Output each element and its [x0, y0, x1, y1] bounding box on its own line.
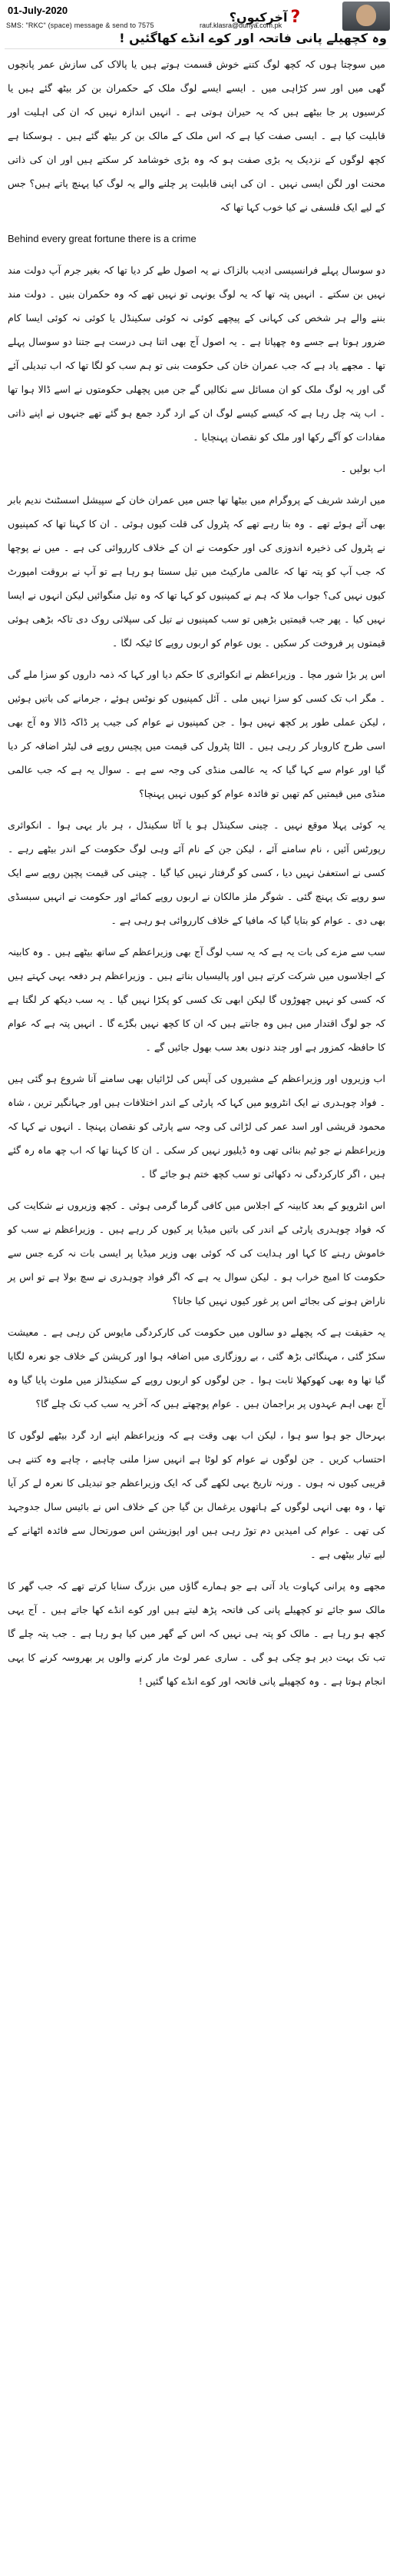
article-body	[0, 52, 393, 1701]
author-photo	[342, 2, 390, 31]
sms-instructions: SMS: "RKC" (space) message & send to 7575	[6, 22, 154, 29]
column-date: 01-July-2020	[8, 5, 68, 16]
paragraph: میں ارشد شریف کے پروگرام میں بیٹھا تھا جس میں عمران خان کے سپیشل اسسٹنٹ ندیم بابر بھی آئے ہوئے تھے ۔ وہ بتا رہے تھے کہ پٹرول کی قلت کیوں ہوئی ۔ ان کا کہنا تھا کہ کمپنیوں نے پٹرول کی ذخیرہ اندوزی کی اور حکومت نے ان کے خلاف کارروائی کی ہے ۔ میں نے پوچھا کہ جب آپ کو پتہ تھا کہ عالمی مارکیٹ میں تیل سستا ہو رہا ہے تو آپ نے بروقت امپورٹ کیوں نہیں کی؟ جواب ملا کہ ہم نے کمپنیوں کو کہا تھا کہ وہ تیل منگوائیں لیکن انہوں نے ایسا نہیں کیا ۔ پھر جب قیمتیں بڑھیں تو سب کمپنیوں نے تیل کی سپلائی روک دی تاکہ بڑھی ہوئی قیمتوں پر فروخت کر سکیں ۔ یوں عوام کو اربوں روپے کا ٹیکہ لگا ۔	[8, 494, 385, 649]
author-face-icon	[356, 5, 376, 26]
paragraph: یہ کوئی پہلا موقع نہیں ۔ چینی سکینڈل ہو یا آٹا سکینڈل ، ہر بار یہی ہوا ۔ انکوائری رپورٹس آئیں ، نام سامنے آئے ، لیکن جن کے نام آئے وہی لوگ حکومت کے اندر بیٹھے رہے ۔ کسی نے استعفیٰ نہیں دیا ، کسی کو گرفتار نہیں کیا گیا ۔ چینی کی قیمت پچپن روپے سے ایک سو روپے تک پہنچ گئی ۔ شوگر ملز مالکان نے اربوں روپے کمائے اور حکومت نے انہیں سبسڈی بھی دی ۔ عوام کو بتایا گیا کہ مافیا کے خلاف کارروائی ہو رہی ہے ۔	[8, 819, 385, 926]
paragraph: یہ حقیقت ہے کہ پچھلے دو سالوں میں حکومت کی کارکردگی مایوس کن رہی ہے ۔ معیشت سکڑ گئی ، مہنگائی بڑھ گئی ، بے روزگاری میں اضافہ ہوا اور کرپشن کے خلاف جو نعرہ لگایا گیا تھا وہ بھی کھوکھلا ثابت ہوا ۔ جن لوگوں کو اربوں روپے کے سکینڈلز میں ملوث پایا گیا وہ آج بھی اہم عہدوں پر براجمان ہیں ۔ عوام پوچھتے ہیں کہ آخر یہ سب کب تک چلے گا؟	[8, 1326, 385, 1409]
column-logo-text: آخرکیوں؟	[229, 9, 288, 25]
header-divider	[5, 48, 388, 49]
column-header	[0, 0, 393, 48]
paragraph: دو سوسال پہلے فرانسیسی ادیب بالزاک نے یہ اصول طے کر دیا تھا کہ بغیر جرم آپ دولت مند نہیں بن سکتے ۔ انہیں پتہ تھا کہ یہ لوگ یونہی تو نہیں تھے کہ وہ حکمران بنیں ۔ دولت مند بننے والے ہر شخص کی کہانی کے پیچھے کوئی نہ کوئی سکینڈل یا کوئی نہ کوئی ایسا کام ضرور ہوتا ہے جسے وہ چھپاتا ہے ۔ یہ اصول آج بھی اتنا ہی درست ہے جتنا دو سوسال پہلے تھا ۔ مجھے یاد ہے کہ جب عمران خان کی حکومت بنی تو ہم سب کو لگا تھا کہ اب تبدیلی آئے گی اور یہ لوگ ملک کو ان مسائل سے نکالیں گے جن میں پچھلی حکومتوں نے اسے ڈالا ہوا تھا ۔ اب پتہ چل رہا ہے کہ کیسے کیسے لوگ ان کے ارد گرد جمع ہو گئے تھے جنہوں نے اپنے ذاتی مفادات کو آگے رکھا اور ملک کو نقصان پہنچایا ۔	[8, 264, 385, 443]
paragraph: اب بولیں ۔	[341, 463, 385, 474]
paragraph: اب وزیروں اور وزیراعظم کے مشیروں کی آپس کی لڑائیاں بھی سامنے آنا شروع ہو گئی ہیں ۔ فواد چوہدری نے ایک انٹرویو میں کہا کہ پارٹی کے اندر اختلافات ہیں اور جہانگیر ترین ، شاہ محمود قریشی اور اسد عمر کی لڑائی کی وجہ سے پارٹی کو نقصان پہنچا ۔ انہوں نے کہا کہ وزیراعظم نے جو ٹیم بنائی تھی وہ ڈیلیور نہیں کر سکی ۔ ان کا کہنا تھا کہ اب چھ ماہ رہ گئے ہیں ، اگر کارکردگی نہ دکھائی تو سب کچھ ختم ہو جائے گا ۔	[8, 1073, 385, 1180]
question-mark-icon: ?	[290, 7, 301, 27]
paragraph: اس پر بڑا شور مچا ۔ وزیراعظم نے انکوائری کا حکم دیا اور کہا کہ ذمہ داروں کو سزا ملے گی ۔ مگر اب تک کسی کو سزا نہیں ملی ۔ آئل کمپنیوں کو نوٹس ہوئے ، جرمانے کی باتیں ہوئیں ، لیکن عملی طور پر کچھ نہیں ہوا ۔ جن کمپنیوں نے عوام کی جیب پر ڈاکہ ڈالا وہ آج بھی اسی طرح کاروبار کر رہی ہیں ۔ الٹا پٹرول کی قیمت میں پچیس روپے فی لیٹر اضافہ کر دیا گیا اور عوام سے کہا گیا کہ یہ عالمی منڈی کی وجہ سے ہے ۔ سوال یہ ہے کہ جب عالمی منڈی میں قیمتیں کم تھیں تو فائدہ عوام کو کیوں نہیں پہنچا؟	[8, 669, 385, 799]
paragraph: میں سوچتا ہوں کہ کچھ لوگ کتنے خوش قسمت ہوتے ہیں یا پالاک کی سازش عمر پانچوں گھی میں اور سر کڑاہی میں ۔ ایسے ایسے لوگ ملک کے حکمران بن کر بیٹھ گئے ہیں یا کرسیوں پر جا بیٹھے ہیں کہ یہ حیران ہوتی ہے ۔ انہیں اندازہ نہیں کہ ان کی اہلیت اور قابلیت کیا ہے ۔ ایسی صفت کیا ہے کہ اس ملک کے مالک بن کر بیٹھ گئے ہیں ۔ ہوسکتا ہے کچھ لوگوں کے نزدیک یہ بڑی صفت ہو کہ وہ بڑی خوشامد کر سکتے ہیں اور ان کی ذاتی محنت اور لگن ایسی نہیں ۔ ان کی اپنی قابلیت پر چلنے والے یہ لوگ کیا پہنچ پاتے ہیں؟ جس کے لیے ایک فلسفی نے کیا خوب کہا تھا کہ	[8, 58, 385, 213]
column-title: وہ کچھیلے پانی فاتحہ اور کوے انڈے کھاگئیں !	[119, 31, 387, 45]
author-email: rauf.klasra@dunya.com.pk	[200, 22, 282, 29]
paragraph: بہرحال جو ہوا سو ہوا ، لیکن اب بھی وقت ہے کہ وزیراعظم اپنے ارد گرد بیٹھے لوگوں کا احتساب کریں ۔ جن لوگوں نے عوام کو لوٹا ہے انہیں سزا ملنی چاہیے ، چاہے وہ کتنے ہی قریبی کیوں نہ ہوں ۔ ورنہ تاریخ یہی لکھے گی کہ ایک وزیراعظم جو تبدیلی کا نعرہ لے کر آیا تھا ، وہ بھی انہی لوگوں کے ہاتھوں یرغمال بن گیا جن کے خلاف اس نے بائیس سال جدوجہد کی تھی ۔ عوام کی امیدیں دم توڑ رہی ہیں اور اپوزیشن اس صورتحال سے فائدہ اٹھانے کے لیے تیار بیٹھی ہے ۔	[8, 1429, 385, 1560]
paragraph: مجھے وہ پرانی کہاوت یاد آتی ہے جو ہمارے گاؤں میں بزرگ سنایا کرتے تھے کہ جب گھر کا مالک سو جائے تو کچھیلے پانی کی فاتحہ پڑھ لیتے ہیں اور کوے انڈے کھا جاتے ہیں ۔ آج یہی کچھ ہو رہا ہے ۔ مالک کو پتہ ہی نہیں کہ اس کے گھر میں کیا ہو رہا ہے ۔ جب پتہ چلے گا تب تک بہت دیر ہو چکی ہو گی ۔ ساری عمر لوٹ مار کرنے والوں پر بھروسہ کرنے کا یہی انجام ہوتا ہے ۔ وہ کچھیلے پانی فاتحہ اور کوے انڈے کھا گئیں !	[8, 1580, 385, 1687]
paragraph: اس انٹرویو کے بعد کابینہ کے اجلاس میں کافی گرما گرمی ہوئی ۔ کچھ وزیروں نے شکایت کی کہ فواد چوہدری پارٹی کے اندر کی باتیں میڈیا پر کیوں کر رہے ہیں ۔ وزیراعظم نے سب کو خاموش رہنے کا کہا اور ہدایت کی کہ کوئی بھی وزیر میڈیا پر ایسی بات نہ کرے جس سے حکومت کا امیج خراب ہو ۔ لیکن سوال یہ ہے کہ اگر فواد چوہدری نے سچ بولا ہے تو اس پر ناراض ہونے کی بجائے اس پر غور کیوں نہیں کیا جاتا؟	[8, 1200, 385, 1306]
english-quote: Behind every great fortune there is a crime	[8, 233, 196, 244]
paragraph: سب سے مزے کی بات یہ ہے کہ یہ سب لوگ آج بھی وزیراعظم کے ساتھ بیٹھے ہیں ۔ وہ کابینہ کے اجلاسوں میں شرکت کرتے ہیں اور پالیسیاں بناتے ہیں ۔ وزیراعظم ہر دفعہ یہی کہتے ہیں کہ کسی کو نہیں چھوڑوں گا لیکن ابھی تک کسی کو پکڑا نہیں گیا ۔ یہ سب دیکھ کر لگتا ہے کہ جو لوگ اقتدار میں ہیں وہ جانتے ہیں کہ ان کا کچھ نہیں بگڑے گا ۔ انہیں پتہ ہے کہ عوام کا حافظہ کمزور ہے اور چند دنوں بعد سب بھول جائیں گے ۔	[8, 946, 385, 1053]
